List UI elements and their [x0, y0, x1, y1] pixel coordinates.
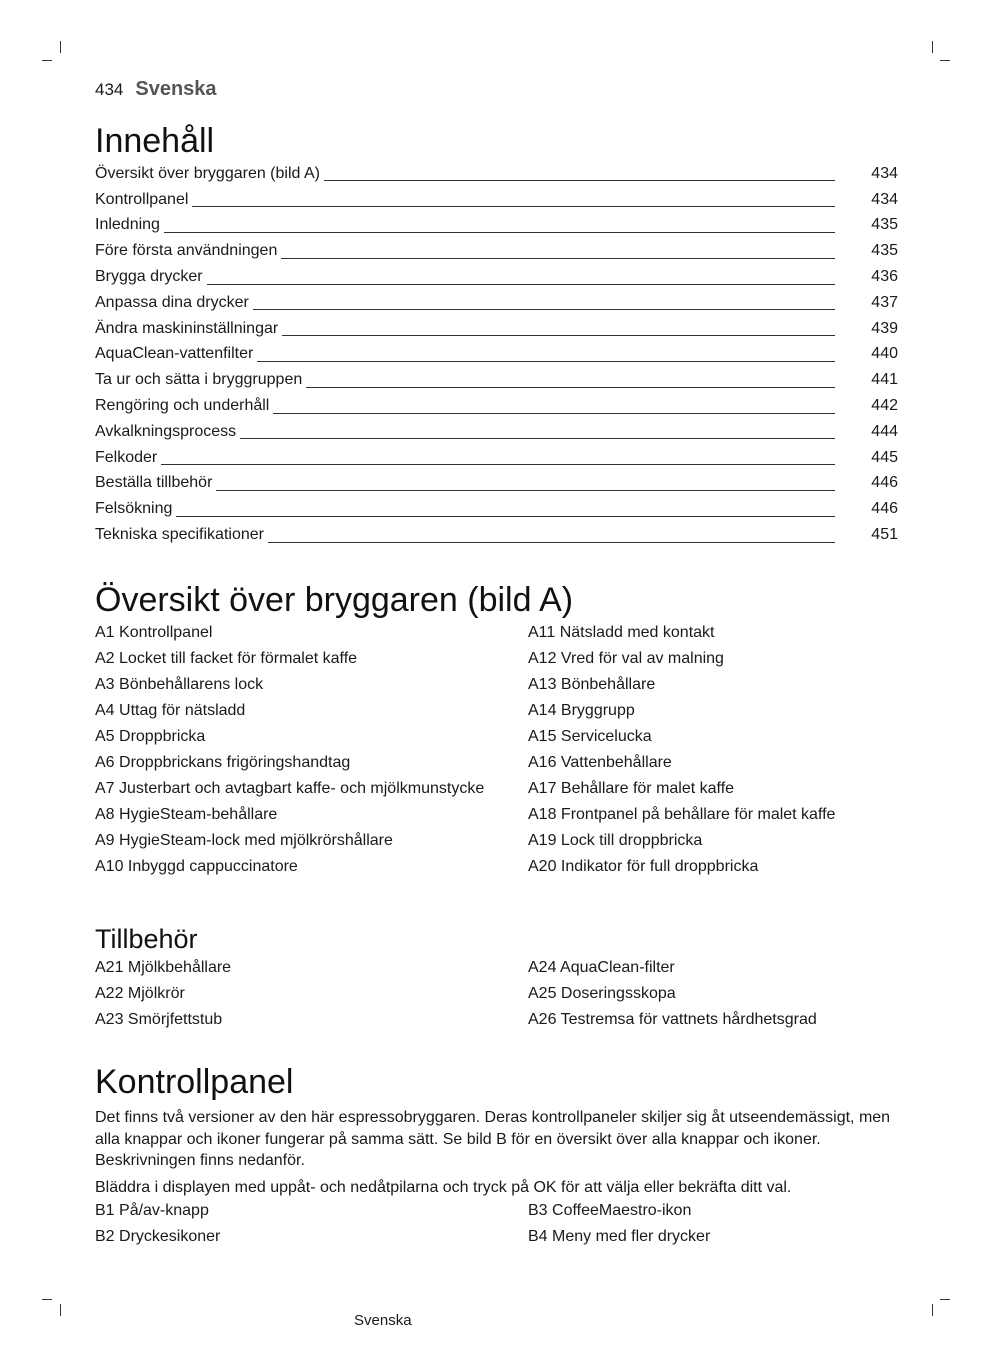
crop-mark — [42, 60, 52, 61]
toc-entry — [95, 419, 898, 445]
control-item: B3 CoffeeMaestro-ikon — [528, 1202, 692, 1219]
accessory-item: A26 Testremsa för vattnets hårdhetsgrad — [528, 1011, 817, 1028]
toc-leader-line — [164, 232, 835, 233]
control-item: B1 På/av-knapp — [95, 1202, 209, 1219]
crop-mark — [940, 60, 950, 61]
toc-leader-line — [253, 309, 835, 310]
page-header — [95, 78, 217, 104]
accessories-title: Tillbehör — [95, 924, 198, 954]
toc-title: Innehåll — [95, 122, 215, 160]
table-of-contents — [95, 161, 898, 548]
part-item: A13 Bönbehållare — [528, 676, 656, 693]
toc-entry — [95, 187, 898, 213]
control-item: B4 Meny med fler drycker — [528, 1228, 711, 1245]
part-item: A5 Droppbricka — [95, 728, 206, 745]
toc-entry-page: 437 — [871, 293, 898, 311]
toc-leader-line — [306, 387, 835, 388]
part-item: A17 Behållare för malet kaffe — [528, 780, 735, 797]
accessory-item: A24 AquaClean-filter — [528, 959, 675, 976]
toc-entry-title: Inledning — [95, 216, 160, 234]
accessory-item: A23 Smörjfettstub — [95, 1011, 223, 1028]
toc-entry-page: 444 — [871, 422, 898, 440]
part-item: A16 Vattenbehållare — [528, 754, 672, 771]
part-item: A19 Lock till droppbricka — [528, 832, 703, 849]
toc-entry — [95, 522, 898, 548]
toc-entry-title: Ta ur och sätta i bryggruppen — [95, 371, 303, 389]
part-item: A14 Bryggrupp — [528, 702, 635, 719]
toc-entry — [95, 367, 898, 393]
overview-list-right — [528, 623, 898, 883]
crop-mark — [42, 1299, 52, 1300]
toc-entry-title: AquaClean-vattenfilter — [95, 345, 254, 363]
accessory-item: A25 Doseringsskopa — [528, 985, 676, 1002]
toc-entry-page: 435 — [871, 242, 898, 260]
control-panel-list-left — [95, 1201, 495, 1253]
header-language: Svenska — [135, 78, 217, 100]
accessories-list-left — [95, 958, 495, 1036]
toc-entry-page: 446 — [871, 500, 898, 518]
toc-entry-title: Avkalkningsprocess — [95, 422, 237, 440]
toc-entry-page: 446 — [871, 474, 898, 492]
toc-entry — [95, 393, 898, 419]
control-panel-instruction: Bläddra i displayen med uppåt- och nedåtpilarna och tryck på OK för att välja eller bekräfta ditt val. — [95, 1179, 792, 1196]
part-item: A6 Droppbrickans frigöringshandtag — [95, 754, 351, 771]
toc-entry-title: Ändra maskininställningar — [95, 319, 279, 337]
crop-mark — [940, 1299, 950, 1300]
toc-entry-title: Kontrollpanel — [95, 190, 189, 208]
part-item: A4 Uttag för nätsladd — [95, 702, 246, 719]
toc-leader-line — [216, 490, 835, 491]
part-item: A3 Bönbehållarens lock — [95, 676, 264, 693]
part-item: A1 Kontrollpanel — [95, 624, 213, 641]
toc-entry — [95, 161, 898, 187]
part-item: A18 Frontpanel på behållare för malet kaffe — [528, 806, 836, 823]
crop-mark — [60, 1304, 61, 1316]
part-item: A7 Justerbart och avtagbart kaffe- och mjölkmunstycke — [95, 780, 485, 797]
part-item: A20 Indikator för full droppbricka — [528, 858, 759, 875]
toc-entry-page: 441 — [871, 371, 898, 389]
toc-entry-title: Beställa tillbehör — [95, 474, 213, 492]
toc-leader-line — [192, 206, 835, 207]
accessories-list-right — [528, 958, 898, 1036]
part-item: A9 HygieSteam-lock med mjölkrörshållare — [95, 832, 393, 849]
toc-entry — [95, 264, 898, 290]
control-panel-list-right — [528, 1201, 898, 1253]
toc-leader-line — [176, 516, 835, 517]
toc-entry-page: 445 — [871, 448, 898, 466]
toc-entry-page: 440 — [871, 345, 898, 363]
toc-entry-page: 436 — [871, 268, 898, 286]
toc-leader-line — [257, 361, 835, 362]
toc-entry-page: 451 — [871, 526, 898, 544]
toc-entry-title: Tekniska specifikationer — [95, 526, 264, 544]
part-item: A12 Vred för val av malning — [528, 650, 724, 667]
crop-mark — [932, 1304, 933, 1316]
toc-entry — [95, 471, 898, 497]
toc-leader-line — [240, 438, 835, 439]
toc-leader-line — [273, 413, 835, 414]
toc-leader-line — [207, 284, 835, 285]
toc-entry — [95, 290, 898, 316]
toc-entry-title: Rengöring och underhåll — [95, 397, 270, 415]
toc-entry-page: 442 — [871, 397, 898, 415]
toc-entry-page: 434 — [871, 190, 898, 208]
part-item: A8 HygieSteam-behållare — [95, 806, 278, 823]
overview-list-left — [95, 623, 495, 883]
toc-entry-title: Före första användningen — [95, 242, 278, 260]
part-item: A11 Nätsladd med kontakt — [528, 624, 715, 641]
toc-leader-line — [282, 335, 835, 336]
toc-entry-page: 434 — [871, 164, 898, 182]
page-number: 434 — [95, 80, 124, 99]
toc-entry — [95, 496, 898, 522]
toc-leader-line — [324, 180, 835, 181]
toc-entry — [95, 316, 898, 342]
control-panel-title: Kontrollpanel — [95, 1063, 294, 1101]
toc-entry-title: Översikt över bryggaren (bild A) — [95, 164, 320, 182]
crop-mark — [932, 41, 933, 53]
toc-entry-title: Brygga drycker — [95, 268, 203, 286]
toc-entry — [95, 213, 898, 239]
toc-leader-line — [281, 258, 835, 259]
toc-entry — [95, 445, 898, 471]
toc-entry-title: Felsökning — [95, 500, 173, 518]
toc-leader-line — [268, 542, 835, 543]
toc-leader-line — [161, 464, 835, 465]
control-panel-paragraph: Det finns två versioner av den här espressobryggaren. Deras kontrollpaneler skiljer sig åt utseendemässigt, men alla knappar och ikoner fungerar på samma sätt. Se bild B för en översikt över alla knappar och ikoner. Beskrivningen finns nedanför. — [95, 1109, 891, 1169]
toc-entry — [95, 238, 898, 264]
toc-entry-page: 435 — [871, 216, 898, 234]
crop-mark — [60, 41, 61, 53]
toc-entry — [95, 342, 898, 368]
control-item: B2 Dryckesikoner — [95, 1228, 221, 1245]
toc-entry-title: Anpassa dina drycker — [95, 293, 249, 311]
accessory-item: A21 Mjölkbehållare — [95, 959, 232, 976]
part-item: A10 Inbyggd cappuccinatore — [95, 858, 298, 875]
accessory-item: A22 Mjölkrör — [95, 985, 185, 1002]
part-item: A2 Locket till facket för förmalet kaffe — [95, 650, 358, 667]
page-footer: Svenska — [354, 1312, 412, 1329]
toc-entry-title: Felkoder — [95, 448, 158, 466]
part-item: A15 Servicelucka — [528, 728, 652, 745]
overview-title: Översikt över bryggaren (bild A) — [95, 581, 574, 619]
toc-entry-page: 439 — [871, 319, 898, 337]
